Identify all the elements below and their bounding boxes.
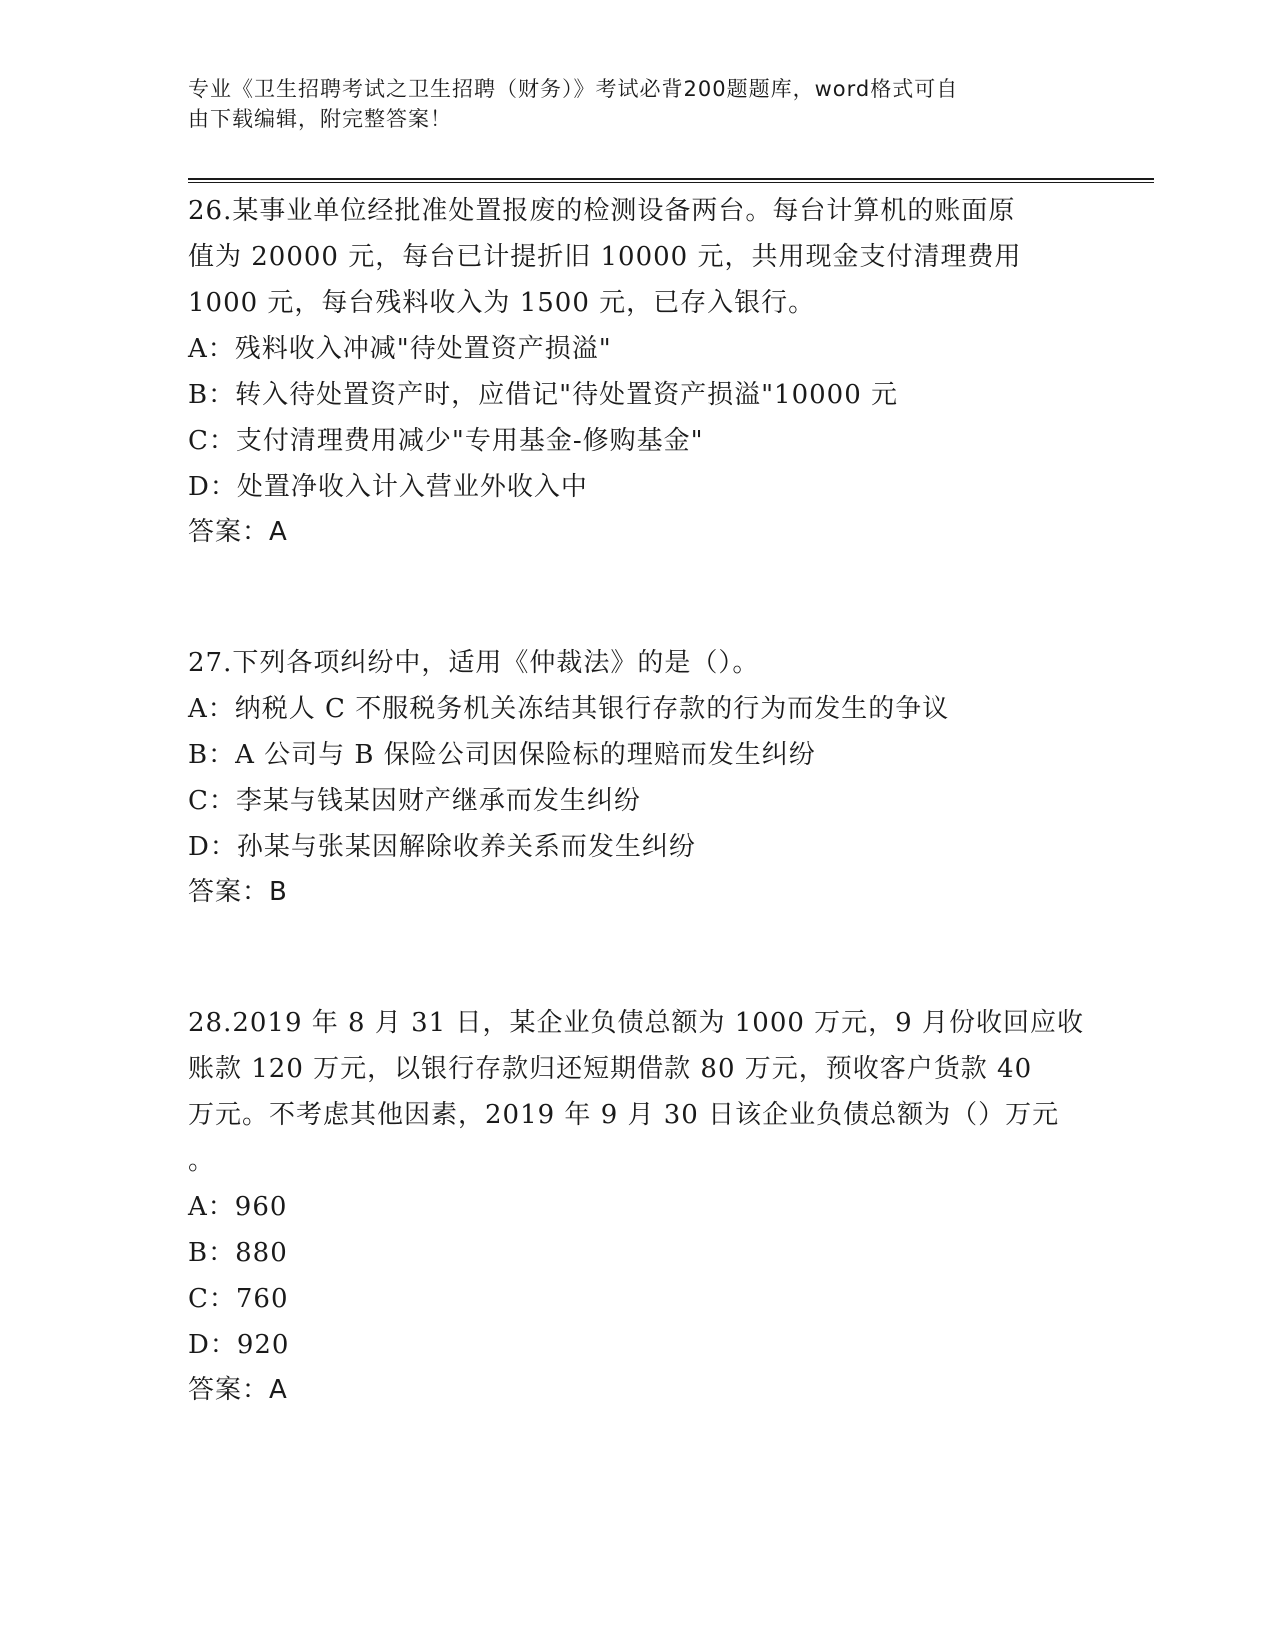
question-26-stem-line-2: 值为 20000 元，每台已计提折旧 10000 元，共用现金支付清理费用 <box>188 242 1022 272</box>
question-26-stem-line-1: 26.某事业单位经批准处置报废的检测设备两台。每台计算机的账面原 <box>188 196 1016 226</box>
question-27 <box>188 640 1088 914</box>
question-28-stem-line-2: 账款 120 万元，以银行存款归还短期借款 80 万元，预收客户货款 40 <box>188 1054 1033 1084</box>
question-27-option-b: B：A 公司与 B 保险公司因保险标的理赔而发生纠纷 <box>188 740 816 770</box>
question-28-stem-line-4: 。 <box>188 1146 216 1176</box>
header-line-1: 专业《卫生招聘考试之卫生招聘（财务）》考试必背200题题库，word格式可自 <box>188 77 959 101</box>
question-27-stem-line-1: 27.下列各项纠纷中，适用《仲裁法》的是（）。 <box>188 648 760 678</box>
header-divider-thick <box>188 178 1154 180</box>
question-spacer <box>188 554 1088 640</box>
question-28-option-a: A：960 <box>188 1192 288 1222</box>
question-26-option-a: A：残料收入冲减"待处置资产损溢" <box>188 334 612 364</box>
question-27-answer: 答案：B <box>188 877 288 907</box>
question-28-option-b: B：880 <box>188 1238 288 1268</box>
question-28-answer: 答案：A <box>188 1375 288 1405</box>
question-26-answer: 答案：A <box>188 517 288 547</box>
header-divider-thin <box>188 182 1154 183</box>
question-26-option-c: C：支付清理费用减少"专用基金-修购基金" <box>188 426 704 456</box>
question-26-option-b: B：转入待处置资产时，应借记"待处置资产损溢"10000 元 <box>188 380 898 410</box>
question-26-stem-line-3: 1000 元，每台残料收入为 1500 元，已存入银行。 <box>188 288 816 318</box>
question-28 <box>188 1000 1088 1412</box>
question-list <box>188 188 1088 1412</box>
question-27-option-c: C：李某与钱某因财产继承而发生纠纷 <box>188 786 641 816</box>
header-line-2: 由下载编辑，附完整答案！ <box>188 107 452 131</box>
question-28-stem-line-1: 28.2019 年 8 月 31 日，某企业负债总额为 1000 万元，9 月份收回应收 <box>188 1008 1084 1038</box>
question-26 <box>188 188 1088 554</box>
question-spacer <box>188 914 1088 1000</box>
question-26-option-d: D：处置净收入计入营业外收入中 <box>188 472 588 502</box>
question-28-option-d: D：920 <box>188 1330 290 1360</box>
question-28-stem-line-3: 万元。不考虑其他因素，2019 年 9 月 30 日该企业负债总额为（）万元 <box>188 1100 1060 1130</box>
document-header <box>188 74 1068 134</box>
question-27-option-d: D：孙某与张某因解除收养关系而发生纠纷 <box>188 832 696 862</box>
question-27-option-a: A：纳税人 C 不服税务机关冻结其银行存款的行为而发生的争议 <box>188 694 950 724</box>
question-28-option-c: C：760 <box>188 1284 289 1314</box>
